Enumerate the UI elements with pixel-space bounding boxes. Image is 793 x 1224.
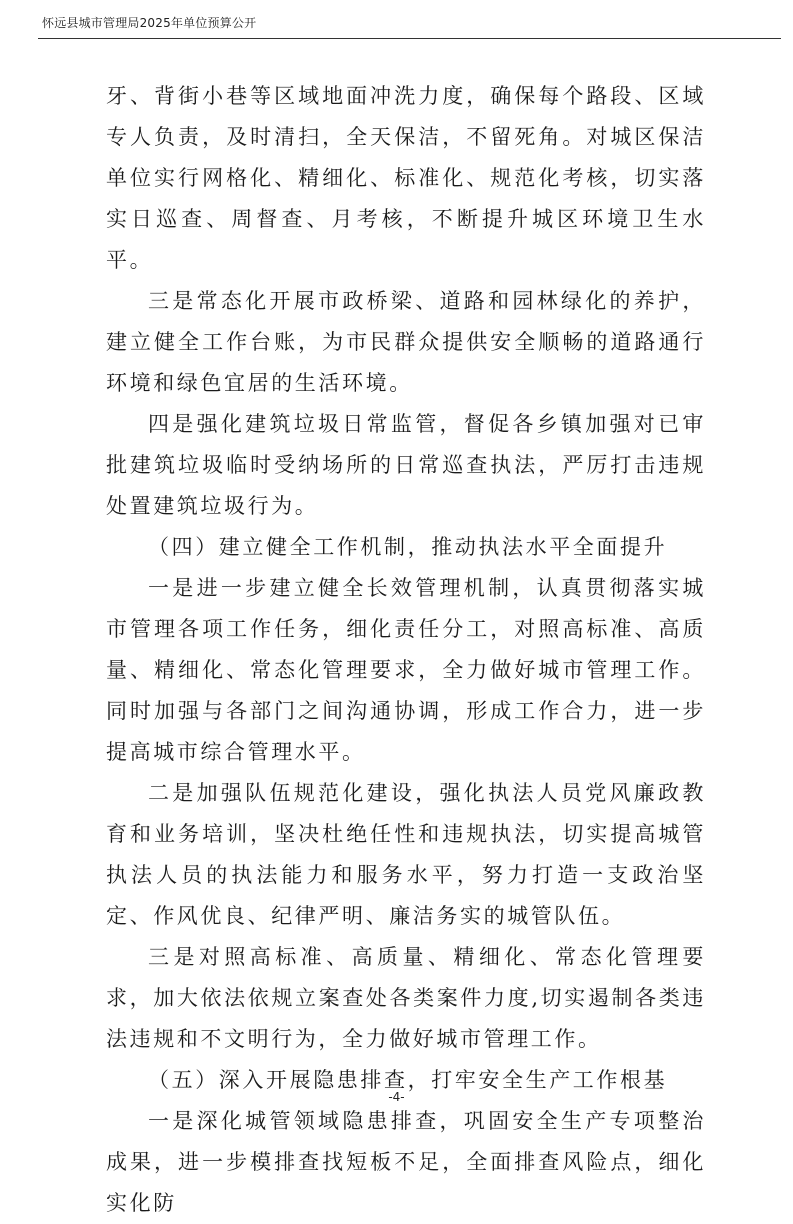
section-heading-4: （四）建立健全工作机制，推动执法水平全面提升 [148, 535, 668, 559]
paragraph-mechanism-2: 二是加强队伍规范化建设，强化执法人员党风廉政教育和业务培训，坚决杜绝任性和违规执法，切实提高城管执法人员的执法能力和服务水平，努力打造一支政治坚定、作风优良、纪律严明、廉洁务实的城管队伍。 [106, 781, 706, 928]
page-number: -4- [388, 1090, 405, 1104]
running-header: 怀远县城市管理局2025年单位预算公开 [42, 16, 257, 30]
document-body [106, 76, 706, 1224]
paragraph-mechanism-1: 一是进一步建立健全长效管理机制，认真贯彻落实城市管理各项工作任务，细化责任分工，对照高标准、高质量、精细化、常态化管理要求，全力做好城市管理工作。同时加强与各部门之间沟通协调，形成工作合力，进一步提高城市综合管理水平。 [106, 576, 706, 764]
paragraph-item-3: 三是常态化开展市政桥梁、道路和园林绿化的养护，建立健全工作台账，为市民群众提供安全顺畅的道路通行环境和绿色宜居的生活环境。 [106, 289, 706, 395]
paragraph-item-4: 四是强化建筑垃圾日常监管，督促各乡镇加强对已审批建筑垃圾临时受纳场所的日常巡查执法，严厉打击违规处置建筑垃圾行为。 [106, 412, 706, 518]
paragraph-safety-1: 一是深化城管领域隐患排查，巩固安全生产专项整治成果，进一步模排查找短板不足，全面排查风险点，细化实化防 [106, 1109, 706, 1215]
section-heading-5: （五）深入开展隐患排查，打牢安全生产工作根基 [148, 1068, 668, 1092]
paragraph-mechanism-3: 三是对照高标准、高质量、精细化、常态化管理要求，加大依法依规立案查处各类案件力度,切实遏制各类违法违规和不文明行为，全力做好城市管理工作。 [106, 945, 706, 1051]
paragraph-continuation: 牙、背街小巷等区域地面冲洗力度，确保每个路段、区域专人负责，及时清扫，全天保洁，不留死角。对城区保洁单位实行网格化、精细化、标准化、规范化考核，切实落实日巡查、周督查、月考核，不断提升城区环境卫生水平。 [106, 84, 706, 272]
header-divider [38, 38, 781, 39]
